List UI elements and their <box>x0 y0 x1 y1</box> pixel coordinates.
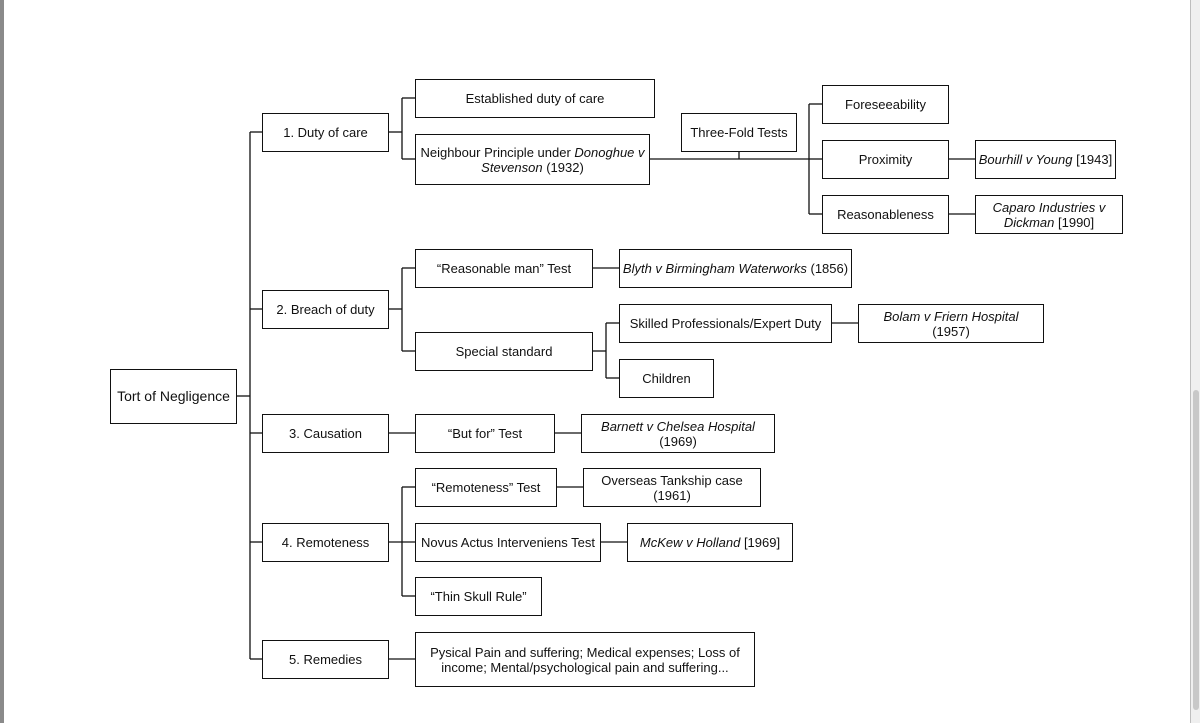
node-label: “Thin Skull Rule” <box>430 589 527 604</box>
node-causation <box>262 414 389 453</box>
node-bolam-case <box>858 304 1044 343</box>
node-skilled-professionals <box>619 304 832 343</box>
node-duty-of-care <box>262 113 389 152</box>
node-caparo-case <box>975 195 1123 234</box>
node-thin-skull-rule <box>415 577 542 616</box>
case-name: Bolam v Friern Hospital <box>883 308 1019 324</box>
node-label <box>993 200 1106 230</box>
node-remoteness-test <box>415 468 557 507</box>
node-overseas-tankship-case <box>583 468 761 507</box>
case-name: Dickman <box>1003 214 1055 230</box>
case-year: [1943] <box>1072 152 1113 167</box>
case-year: (1957) <box>932 323 970 339</box>
node-label <box>640 535 780 550</box>
node-label: 2. Breach of duty <box>276 302 375 317</box>
node-breach-of-duty <box>262 290 389 329</box>
node-label <box>420 145 644 175</box>
node-label: Overseas Tankship case (1961) <box>601 472 743 503</box>
node-label: Reasonableness <box>837 207 934 222</box>
node-label: Tort of Negligence <box>117 388 230 404</box>
case-name: Bourhill v Young <box>978 152 1073 167</box>
node-tort-of-negligence <box>110 369 237 424</box>
case-name: Barnett v Chelsea Hospital <box>601 418 755 434</box>
node-label: Established duty of care <box>465 91 605 106</box>
node-label <box>623 261 848 276</box>
text-line: income; Mental/psychological pain and suffering... <box>441 659 729 675</box>
case-year: (1856) <box>806 261 849 276</box>
case-year: [1969] <box>740 535 781 550</box>
node-label: Children <box>642 371 691 386</box>
case-name: Caparo Industries v <box>992 199 1106 215</box>
node-label: Novus Actus Interveniens Test <box>421 535 595 550</box>
node-three-fold-tests <box>681 113 797 152</box>
node-label: 4. Remoteness <box>281 535 370 550</box>
node-label <box>584 419 772 449</box>
node-novus-actus-test <box>415 523 601 562</box>
label-part: Neighbour Principle under <box>420 144 575 160</box>
case-name: Stevenson <box>481 159 543 175</box>
node-label: “But for” Test <box>447 426 523 441</box>
text-line: Pysical Pain and suffering; Medical expenses; Loss of <box>430 644 740 660</box>
node-neighbour-principle <box>415 134 650 185</box>
node-bourhill-case <box>975 140 1116 179</box>
node-label: Foreseeability <box>845 97 926 112</box>
node-label: 1. Duty of care <box>283 125 368 140</box>
node-but-for-test <box>415 414 555 453</box>
node-remedies-detail <box>415 632 755 687</box>
node-reasonable-man-test <box>415 249 593 288</box>
case-year: (1969) <box>659 433 697 449</box>
case-name: Donoghue v <box>574 144 645 160</box>
node-mckew-case <box>627 523 793 562</box>
node-special-standard <box>415 332 593 371</box>
case-name: Blyth v Birmingham Waterworks <box>622 261 807 276</box>
node-label <box>863 309 1039 339</box>
node-established-duty <box>415 79 655 118</box>
node-remedies <box>262 640 389 679</box>
node-label: Special standard <box>455 344 553 359</box>
node-label: 5. Remedies <box>289 652 362 667</box>
case-name: McKew v Holland <box>639 535 741 550</box>
node-label: “Remoteness” Test <box>431 480 541 495</box>
node-label <box>430 645 740 675</box>
node-label <box>979 152 1112 167</box>
node-proximity <box>822 140 949 179</box>
node-label: Skilled Professionals/Expert Duty <box>629 316 822 331</box>
case-year: (1932) <box>542 159 584 175</box>
node-label: Proximity <box>858 152 913 167</box>
node-blyth-case <box>619 249 852 288</box>
node-foreseeability <box>822 85 949 124</box>
node-barnett-case <box>581 414 775 453</box>
node-label: Three-Fold Tests <box>690 125 788 140</box>
node-label: 3. Causation <box>289 426 362 441</box>
node-label: “Reasonable man” Test <box>436 261 572 276</box>
node-reasonableness <box>822 195 949 234</box>
node-remoteness <box>262 523 389 562</box>
case-year: [1990] <box>1054 214 1095 230</box>
node-children <box>619 359 714 398</box>
